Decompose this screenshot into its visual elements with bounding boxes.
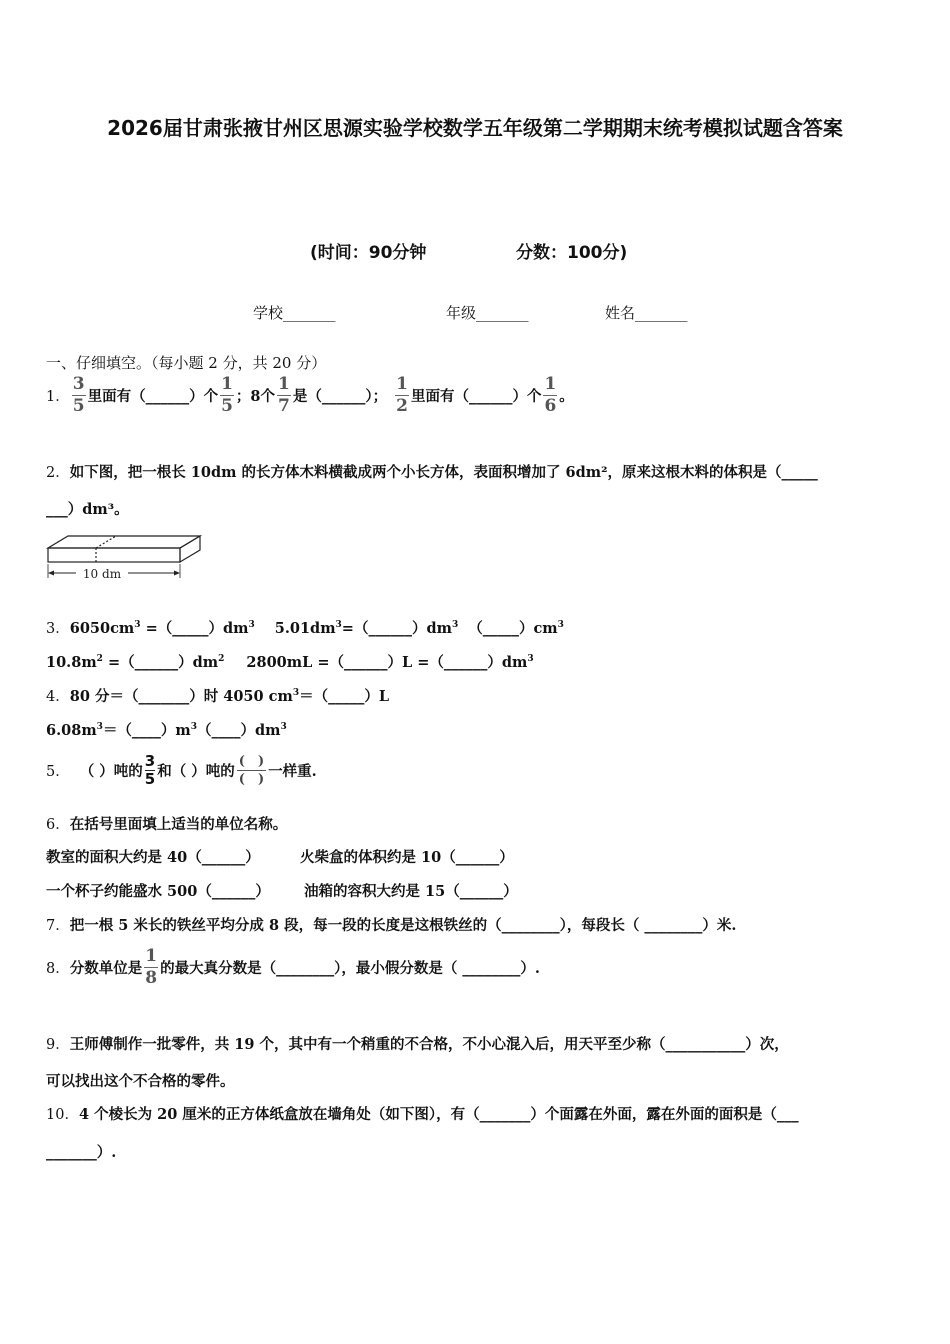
superscript: 2: [218, 654, 225, 665]
block-top-face: [48, 536, 200, 548]
question-text: 2800mL =（______）L =（______）dm: [246, 654, 528, 671]
name-field: 姓名_______: [605, 304, 688, 322]
question-6-line1a: 教室的面积大约是 40（______）: [46, 849, 260, 866]
question-9: [46, 1033, 789, 1054]
superscript: 3: [527, 654, 534, 665]
question-number: 4．: [46, 689, 70, 705]
superscript: 3: [190, 722, 198, 733]
question-number: 7．: [46, 918, 70, 934]
question-text: ＝（____）m: [102, 722, 191, 739]
question-2: [46, 461, 818, 482]
question-text: （ ）吨的: [79, 763, 143, 780]
fraction: $\frac{1}{5}$: [221, 374, 233, 416]
question-text: 6.08m: [46, 722, 97, 739]
question-7: [46, 914, 736, 935]
question-6-line1b: 火柴盒的体积约是 10（______）: [300, 849, 514, 866]
exam-score: 分数：100分): [516, 243, 628, 263]
question-1: [46, 376, 574, 415]
fraction: 3 5: [144, 752, 156, 788]
question-text: 4 个棱长为 20 厘米的正方体纸盒放在墙角处（如下图），有（_______）个面露在外面，露在外面的面积是（___: [78, 1106, 799, 1123]
fraction: $\frac{1}{6}$: [544, 374, 557, 416]
fraction: $\frac{3}{5}$: [72, 374, 85, 416]
question-text: ＝（_____）L: [299, 688, 390, 705]
superscript: 3: [451, 620, 459, 631]
superscript: 3: [335, 620, 342, 631]
question-number: 9．: [46, 1037, 70, 1053]
superscript: 3: [292, 688, 300, 699]
question-text: 6050cm: [69, 620, 135, 637]
question-9-continued: 可以找出这个不合格的零件。: [46, 1073, 235, 1090]
question-text: =（_____）dm: [140, 620, 249, 637]
question-5: [46, 754, 317, 787]
wood-block-figure: [44, 532, 204, 584]
question-text: 5.01dm: [274, 620, 336, 637]
page-title: 2026届甘肃张掖甘州区思源实验学校数学五年级第二学期期末统考模拟试题含答案: [107, 116, 843, 140]
question-3-line2: [46, 651, 534, 672]
question-text: ；8个: [235, 388, 276, 405]
question-number: 6．: [46, 817, 70, 833]
question-number: 10．: [46, 1107, 79, 1123]
question-6: [46, 813, 287, 834]
question-6-line2b: 油箱的容积大约是 15（______）: [304, 883, 518, 900]
question-8: [46, 948, 540, 987]
question-text: 。: [559, 388, 574, 405]
cut-line-top: [96, 536, 116, 548]
superscript: 3: [134, 620, 141, 631]
question-text: 和（ ）吨的: [157, 763, 235, 780]
question-4-line2: [46, 719, 287, 740]
question-text: （_____）cm: [468, 620, 558, 637]
block-front-face: [48, 548, 180, 562]
superscript: 2: [96, 654, 103, 665]
question-number: 2．: [46, 465, 70, 481]
superscript: 3: [248, 620, 255, 631]
question-text: =（______）dm: [102, 654, 219, 671]
superscript: 3: [280, 722, 287, 733]
fraction: $\frac{1}{2}$: [396, 374, 408, 416]
dimension-label: 10 dm: [82, 567, 122, 581]
question-number: 3．: [46, 621, 70, 637]
block-side-face: [180, 536, 200, 562]
question-number: 1．: [46, 389, 70, 405]
question-text: 把一根 5 米长的铁丝平均分成 8 段，每一段的长度是这根铁丝的（________），每段长（ ________）米.: [69, 917, 737, 934]
question-number: 5．: [46, 764, 70, 780]
fraction: $\frac{1}{7}$: [278, 374, 290, 416]
question-10: [46, 1103, 799, 1124]
question-3: [46, 617, 564, 638]
question-text: 里面有（______）个: [87, 388, 219, 405]
question-number: 8．: [46, 961, 70, 977]
superscript: 3: [96, 722, 103, 733]
question-text: =（______）dm: [341, 620, 452, 637]
superscript: 3: [557, 620, 564, 631]
question-text: 王师傅制作一批零件，共 19 个，其中有一个稍重的不合格，不小心混入后，用天平至少称（___________）次，: [69, 1036, 789, 1053]
question-2-continued: ___）dm³。: [46, 501, 129, 518]
question-text: 一样重.: [268, 763, 317, 780]
question-text: （____）dm: [197, 722, 281, 739]
section-heading: 一、仔细填空。（每小题 2 分，共 20 分）: [46, 354, 327, 372]
blank-fraction: ( ) ( ): [238, 754, 265, 787]
school-field: 学校_______: [253, 304, 336, 322]
exam-time: (时间：90分钟: [310, 243, 427, 263]
question-text: 80 分＝（_______）时 4050 cm: [69, 688, 293, 705]
question-text: 是（______）；: [292, 388, 388, 405]
question-text: 10.8m: [46, 654, 97, 671]
question-text: 的最大真分数是（________），最小假分数是（ ________）.: [160, 960, 540, 977]
question-text: 在括号里面填上适当的单位名称。: [69, 816, 288, 833]
question-text: 如下图，把一根长 10dm 的长方体木料横截成两个小长方体，表面积增加了 6dm²，原来这根木料的体积是（_____: [69, 464, 818, 481]
question-10-continued: _______）.: [46, 1144, 117, 1161]
question-text: 分数单位是: [69, 960, 143, 977]
question-6-line2a: 一个杯子约能盛水 500（______）: [46, 883, 270, 900]
grade-field: 年级_______: [446, 304, 529, 322]
question-4: [46, 685, 389, 706]
fraction: $\frac{1}{8}$: [145, 946, 158, 988]
question-text: 里面有（______）个: [410, 388, 542, 405]
